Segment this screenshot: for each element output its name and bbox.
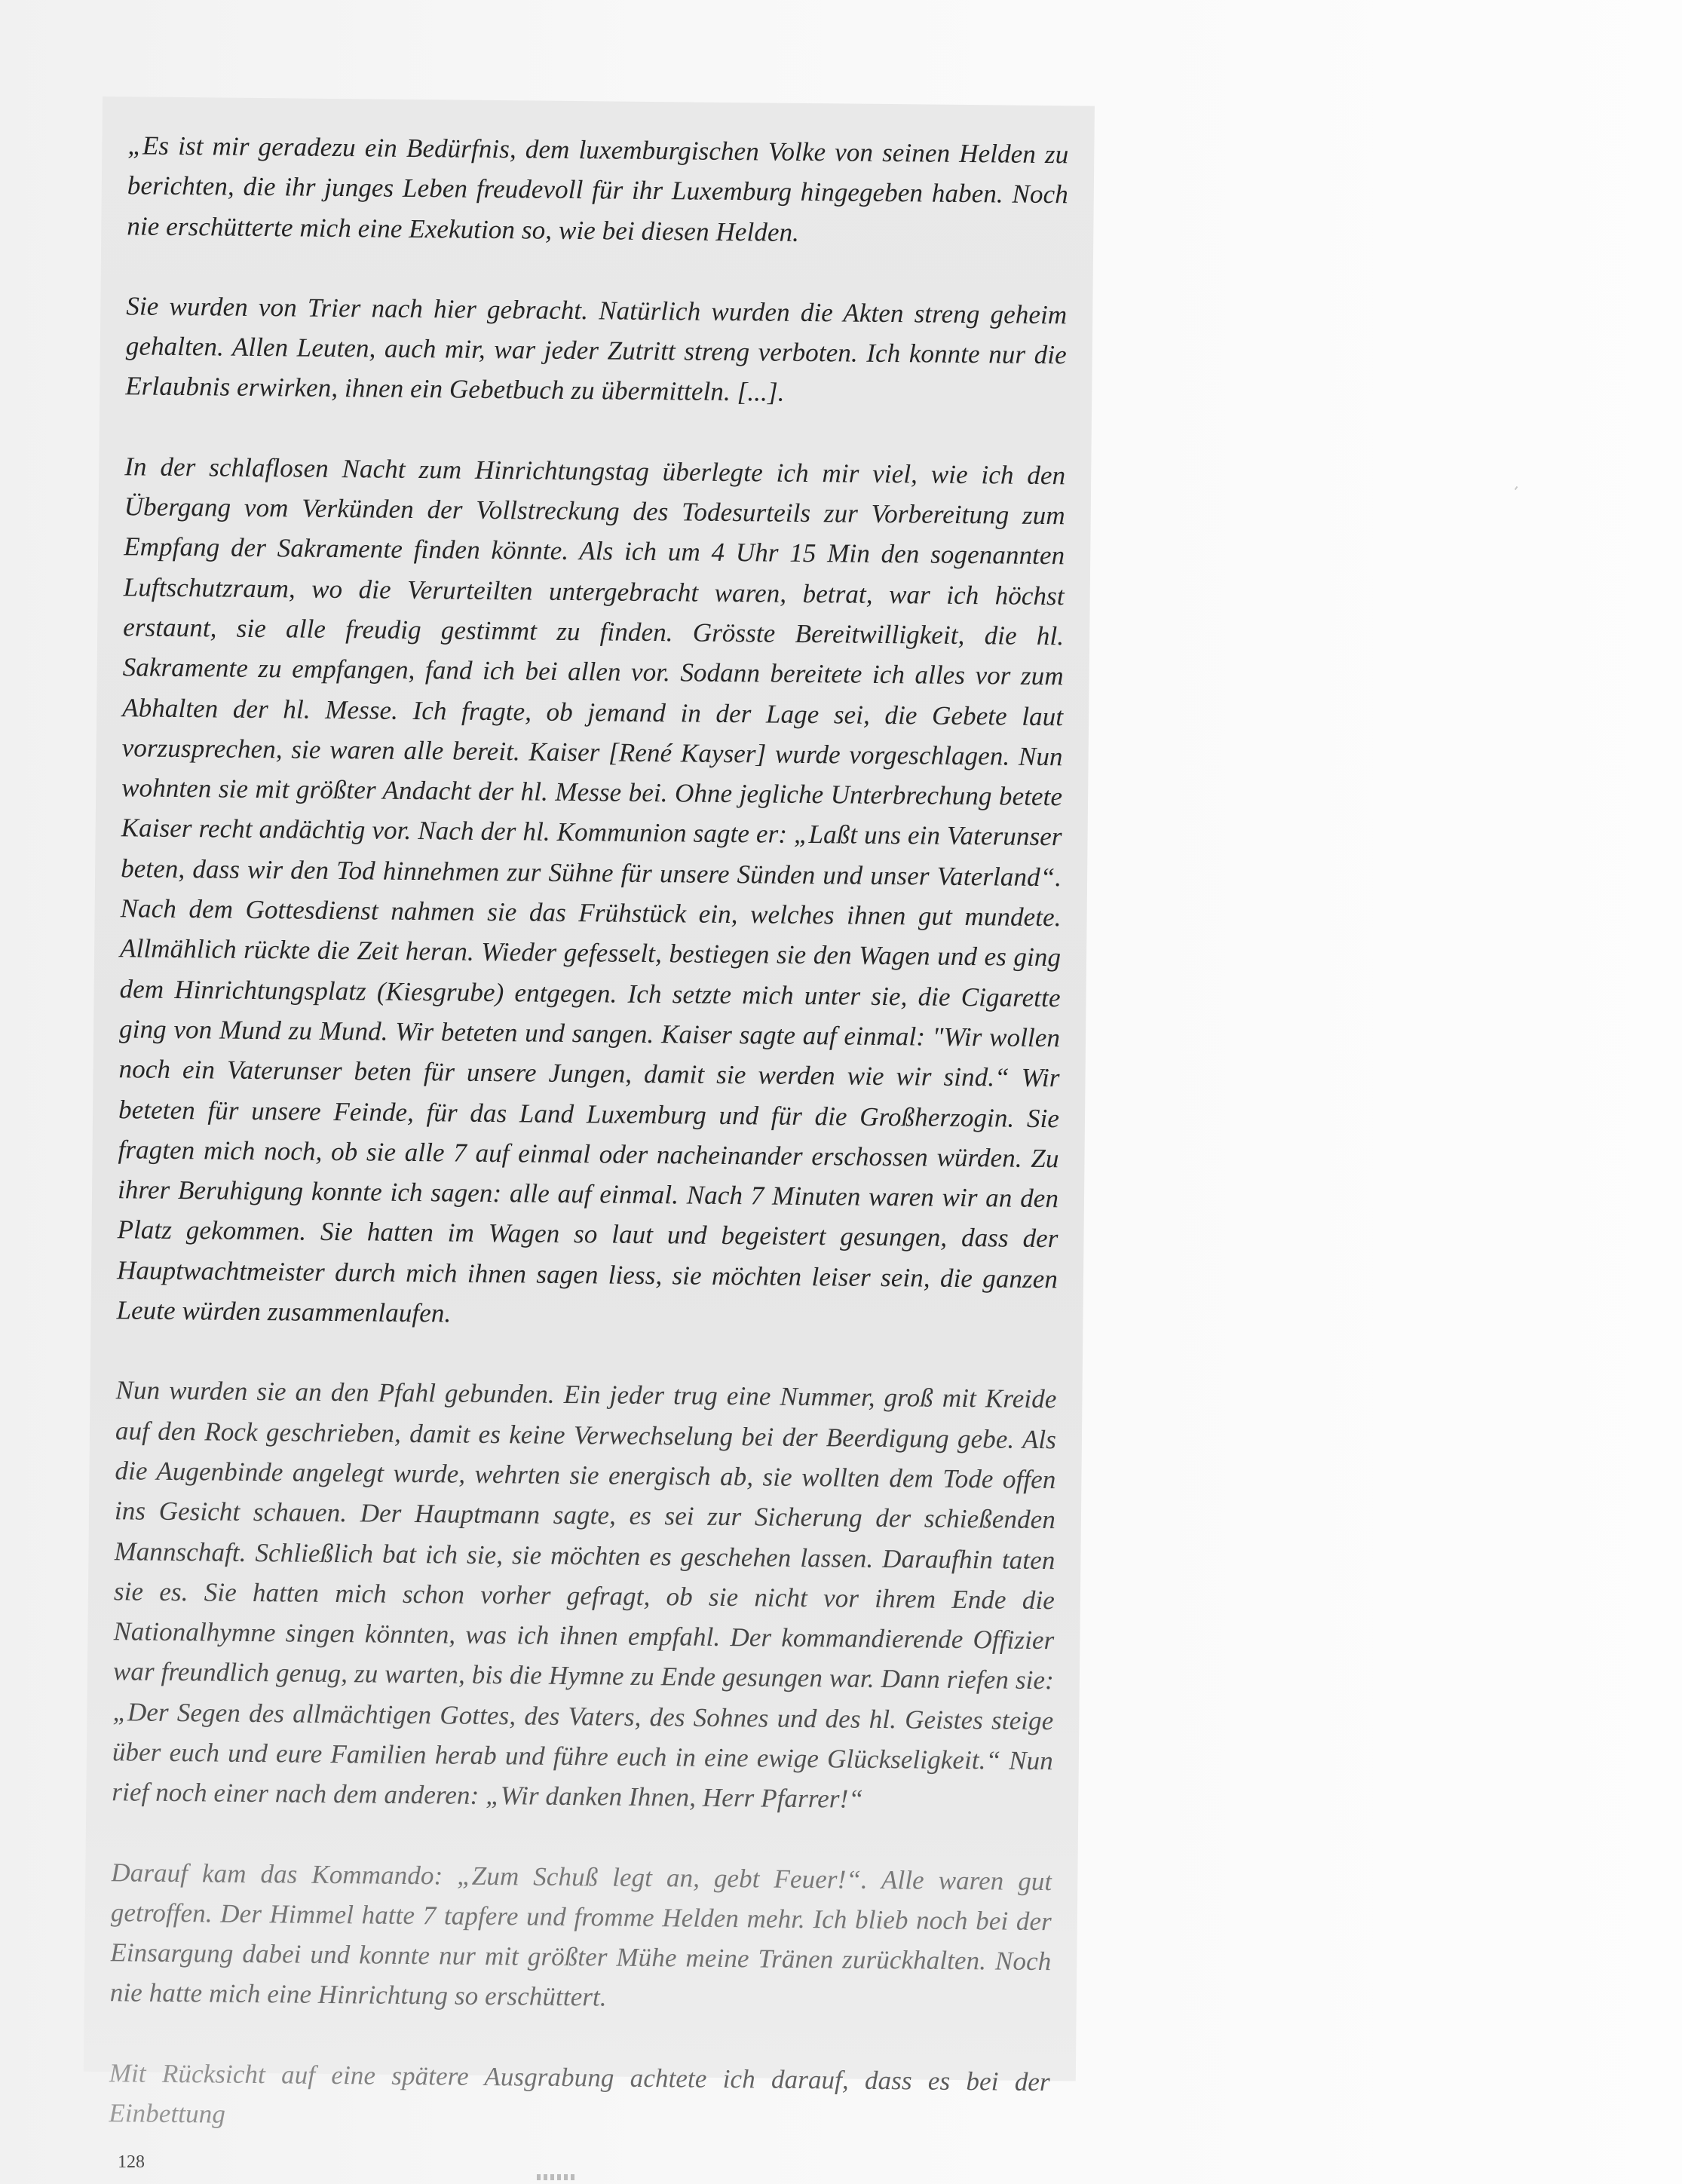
quote-text	[109, 125, 1069, 2142]
paragraph-4: Nun wurden sie an den Pfahl gebunden. Ein jeder trug eine Nummer, groß mit Kreide auf den Rock geschrieben, damit es keine Verwechselung bei der Beerdigung gebe. Als die Augenbinde angelegt wurde, wehrten sie energisch ab, sie wollten dem Tode offen ins Gesicht schauen. Der Hauptmann sagte, es sei zur Sicherung der schießenden Mannschaft. Schließlich bat ich sie, sie möchten es geschehen lassen. Daraufhin taten sie es. Sie hatten mich schon vorher gefragt, ob sie nicht vor ihrem Ende die Nationalhymne singen könnten, was ich ihnen empfahl. Der kommandierende Offizier war freundlich genug, zu warten, bis die Hymne zu Ende gesungen war. Dann riefen sie: „Der Segen des allmächtigen Gottes, des Vaters, des Sohnes und des hl. Geistes steige über euch und eure Familien herab und führe euch in eine ewige Glückseligkeit.“ Nun rief noch einer nach dem anderen: „Wir danken Ihnen, Herr Pfarrer!“	[112, 1371, 1057, 1821]
page-number: 128	[118, 2152, 145, 2172]
paragraph-6: Mit Rücksicht auf eine spätere Ausgrabung achtete ich darauf, dass es bei der Einbettung	[109, 2053, 1050, 2143]
cut-off-footer-text	[537, 2174, 576, 2180]
paragraph-5: Darauf kam das Kommando: „Zum Schuß legt an, gebt Feuer!“. Alle waren gut getroffen. Der Himmel hatte 7 tapfere und fromme Helden mehr. Ich blieb noch bei der Einsargung dabei und konnte nur mit größter Mühe meine Tränen zurückhalten. Noch nie hatte mich eine Hinrichtung so erschüttert.	[110, 1852, 1052, 2022]
quote-panel	[84, 96, 1095, 2129]
paragraph-2: Sie wurden von Trier nach hier gebracht. Natürlich wurden die Akten streng geheim gehalten. Allen Leuten, auch mir, war jeder Zutritt streng verboten. Ich konnte nur die Erlaubnis erwirken, ihnen ein Gebetbuch zu übermitteln. [...].	[125, 291, 1068, 408]
paragraph-3: In der schlaflosen Nacht zum Hinrichtungstag überlegte ich mir viel, wie ich den Übergang vom Verkünden der Vollstreckung des Todesurteils zur Vorbereitung zum Empfang der Sakramente finden könnte. Als ich um 4 Uhr 15 Min den sogenannten Luftschutzraum, wo die Verurteilten untergebracht waren, betrat, war ich höchst erstaunt, sie alle freudig gestimmt zu finden. Grösste Bereitwilligkeit, die hl. Sakramente zu empfangen, fand ich bei allen vor. Sodann bereitete ich alles vor zum Abhalten der hl. Messe. Ich fragte, ob jemand in der Lage sei, die Gebete laut vorzusprechen, sie waren alle bereit. Kaiser [René Kayser] wurde vorgeschlagen. Nun wohnten sie mit größter Andacht der hl. Messe bei. Ohne jegliche Unterbrechung betete Kaiser recht andächtig vor. Nach der hl. Kommunion sagte er: „Laßt uns ein Vaterunser beten, dass wir den Tod hinnehmen zur Sühne für unsere Sünden und unser Vaterland“. Nach dem Gottesdienst nahmen sie das Frühstück ein, welches ihnen gut mundete. Allmählich rückte die Zeit heran. Wieder gefesselt, bestiegen sie den Wagen und es ging dem Hinrichtungsplatz (Kiesgrube) entgegen. Ich setzte mich unter sie, die Cigarette ging von Mund zu Mund. Wir beteten und sangen. Kaiser sagte auf einmal: "Wir wollen noch ein Vaterunser beten für unsere Jungen, damit sie werden wie wir sind.“ Wir beteten für unsere Feinde, für das Land Luxemburg und für die Großherzogin. Sie fragten mich noch, ob sie alle 7 auf einmal oder nacheinander erschossen würden. Zu ihrer Beruhigung konnte ich sagen: alle auf einmal. Nach 7 Minuten waren wir an den Platz gekommen. Sie hatten im Wagen so laut und begeistert gesungen, dass der Hauptwachtmeister durch mich ihnen sagen liess, sie möchten leiser sein, die ganzen Leute würden zusammenlaufen.	[116, 452, 1066, 1328]
paragraph-1: „Es ist mir geradezu ein Bedürfnis, dem luxemburgischen Volke von seinen Helden zu berichten, die ihr junges Leben freudevoll für ihr Luxemburg hingegeben haben. Noch nie erschütterte mich eine Exekution so, wie bei diesen Helden.	[127, 130, 1069, 247]
